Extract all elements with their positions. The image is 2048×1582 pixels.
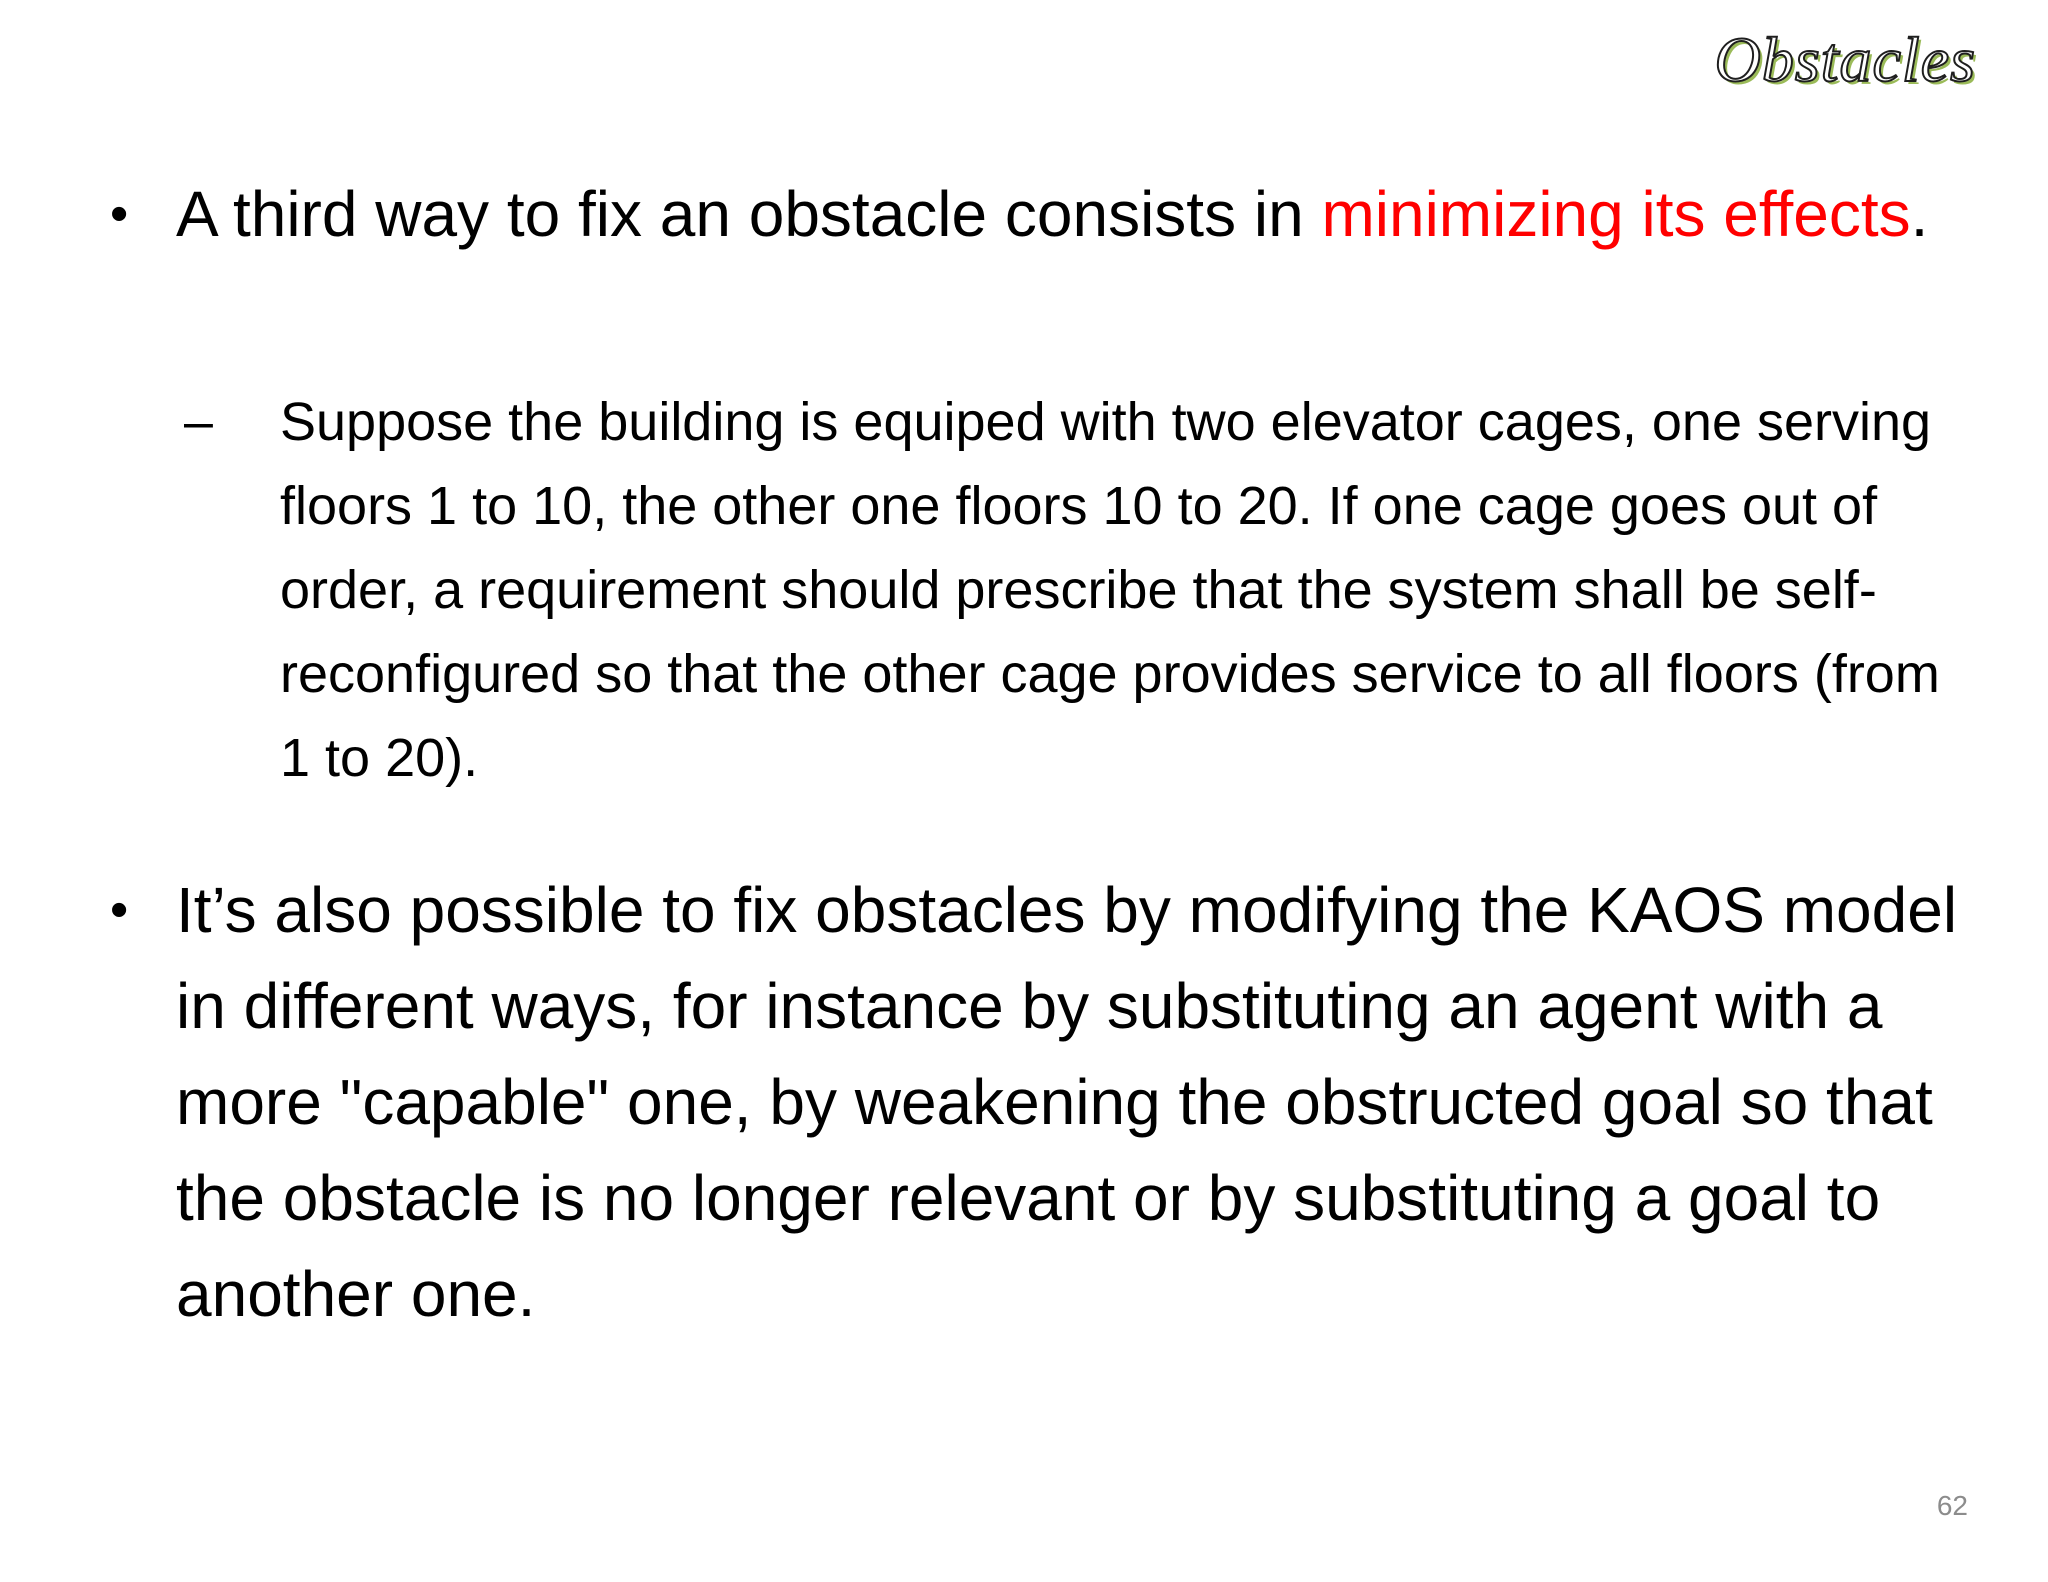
bullet-highlight: minimizing its effects [1321, 178, 1911, 250]
slide-title: Obstacles [1714, 24, 1976, 95]
bullet-marker: • [110, 185, 129, 243]
bullet-text-after: . [1910, 178, 1929, 250]
bullet-text-before: A third way to fix an obstacle consists in [176, 178, 1322, 250]
sub-bullet-marker: – [184, 393, 213, 451]
sub-bullet-item [184, 380, 1984, 800]
sub-bullet-text: Suppose the building is equiped with two elevator cages, one serving floors 1 to 10, the other one floors 10 to 20. If one cage goes out of order, a requirement should prescribe that the system shall be self-reconfigured so that the other cage provides service to all floors (from 1 to 20). [280, 392, 1940, 788]
bullet-marker: • [110, 881, 129, 939]
bullet-text: It’s also possible to fix obstacles by modifying the KAOS model in different ways, for instance by substituting an agent with a more "capable" one, by weakening the obstructed goal so that the obstacle is no longer relevant or by substituting a goal to another one. [176, 874, 1958, 1330]
page-number: 62 [1936, 1490, 1968, 1521]
bullet-item [110, 862, 1990, 1342]
bullet-text [176, 166, 1966, 262]
bullet-item [110, 166, 1990, 262]
